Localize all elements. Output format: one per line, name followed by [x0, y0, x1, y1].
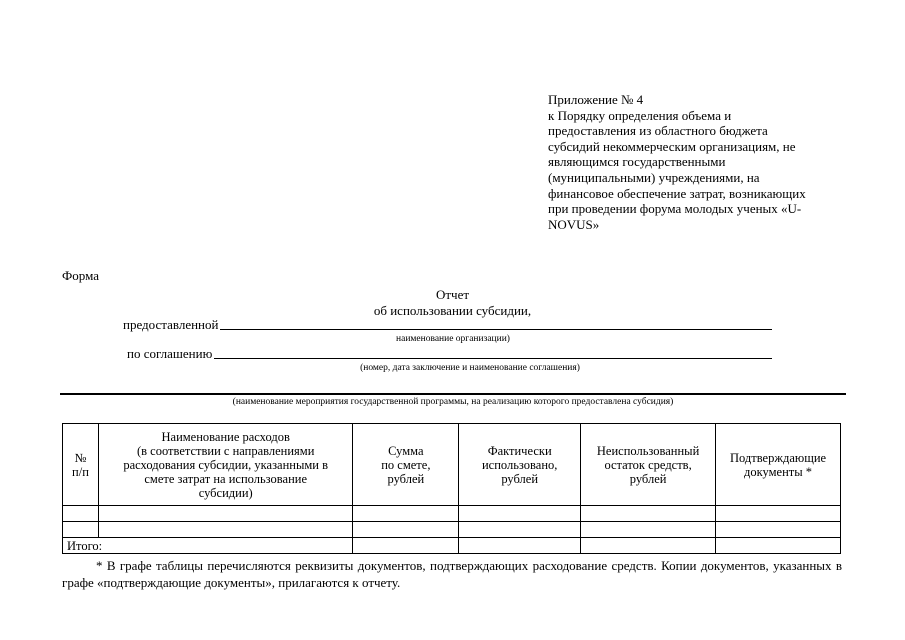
report-title: Отчет [435, 287, 470, 302]
appendix-line: субсидий некоммерческим организациям, не [548, 138, 796, 154]
header-supporting-docs: Подтверждающие документы * [716, 424, 841, 506]
header-actual-used: Фактически использовано, рублей [459, 424, 581, 506]
table-row [63, 522, 841, 538]
table-cell[interactable] [459, 522, 581, 538]
header-budget-sum: Сумма по смете, рублей [353, 424, 459, 506]
agreement-row [127, 346, 772, 362]
provided-row [123, 317, 772, 333]
header-num: № п/п [63, 424, 99, 506]
table-row [63, 506, 841, 522]
table-cell[interactable] [98, 506, 353, 522]
program-caption: (наименование мероприятия государственной программы, на реализацию которого предоставлена субсидия) [232, 397, 674, 407]
table-cell[interactable] [63, 522, 99, 538]
total-label: Итого: [63, 538, 353, 554]
appendix-line: (муниципальными) учреждениями, на [548, 169, 760, 185]
header-expense-name: Наименование расходов (в соответствии с направлениями расходования субсидии, указанными в смете затрат на использование субсидии) [98, 424, 353, 506]
table-header-row [63, 424, 841, 506]
total-cell[interactable] [716, 538, 841, 554]
agreement-label: по соглашению [127, 346, 213, 361]
agreement-fill-line[interactable] [214, 357, 772, 359]
table-total-row [63, 538, 841, 554]
appendix-line: предоставления из областного бюджета [548, 123, 768, 139]
table-cell[interactable] [98, 522, 353, 538]
report-subtitle: об использовании субсидии, [373, 303, 532, 318]
appendix-line: Приложение № 4 [548, 92, 644, 107]
organization-fill-line[interactable] [220, 328, 772, 330]
total-cell[interactable] [459, 538, 581, 554]
table-cell[interactable] [63, 506, 99, 522]
table-cell[interactable] [581, 522, 716, 538]
expenses-table [62, 423, 841, 554]
table-cell[interactable] [353, 506, 459, 522]
appendix-line: при проведении форума молодых ученых «U- [548, 201, 802, 217]
appendix-line: к Порядку определения объема и [548, 107, 732, 123]
appendix-line: NOVUS» [548, 216, 600, 232]
appendix-line: финансовое обеспечение затрат, возникающих [548, 185, 806, 201]
total-cell[interactable] [353, 538, 459, 554]
organization-caption: наименование организации) [396, 334, 510, 344]
table-cell[interactable] [716, 506, 841, 522]
table-cell[interactable] [459, 506, 581, 522]
table-cell[interactable] [716, 522, 841, 538]
table-cell[interactable] [353, 522, 459, 538]
total-cell[interactable] [581, 538, 716, 554]
provided-label: предоставленной [123, 317, 219, 332]
header-unused-balance: Неиспользованный остаток средств, рублей [581, 424, 716, 506]
appendix-line: являющимся государственными [548, 154, 726, 170]
footnote: * В графе таблицы перечисляются реквизиты документов, подтверждающих расходование средств. Копии документов, указанных в графе «подтверждающие документы», прилагаются к отчету. [62, 558, 842, 590]
agreement-caption: (номер, дата заключение и наименование соглашения) [360, 363, 580, 373]
table-cell[interactable] [581, 506, 716, 522]
form-label: Форма [62, 268, 99, 283]
program-fill-line[interactable] [60, 393, 846, 395]
appendix-block [548, 92, 838, 232]
